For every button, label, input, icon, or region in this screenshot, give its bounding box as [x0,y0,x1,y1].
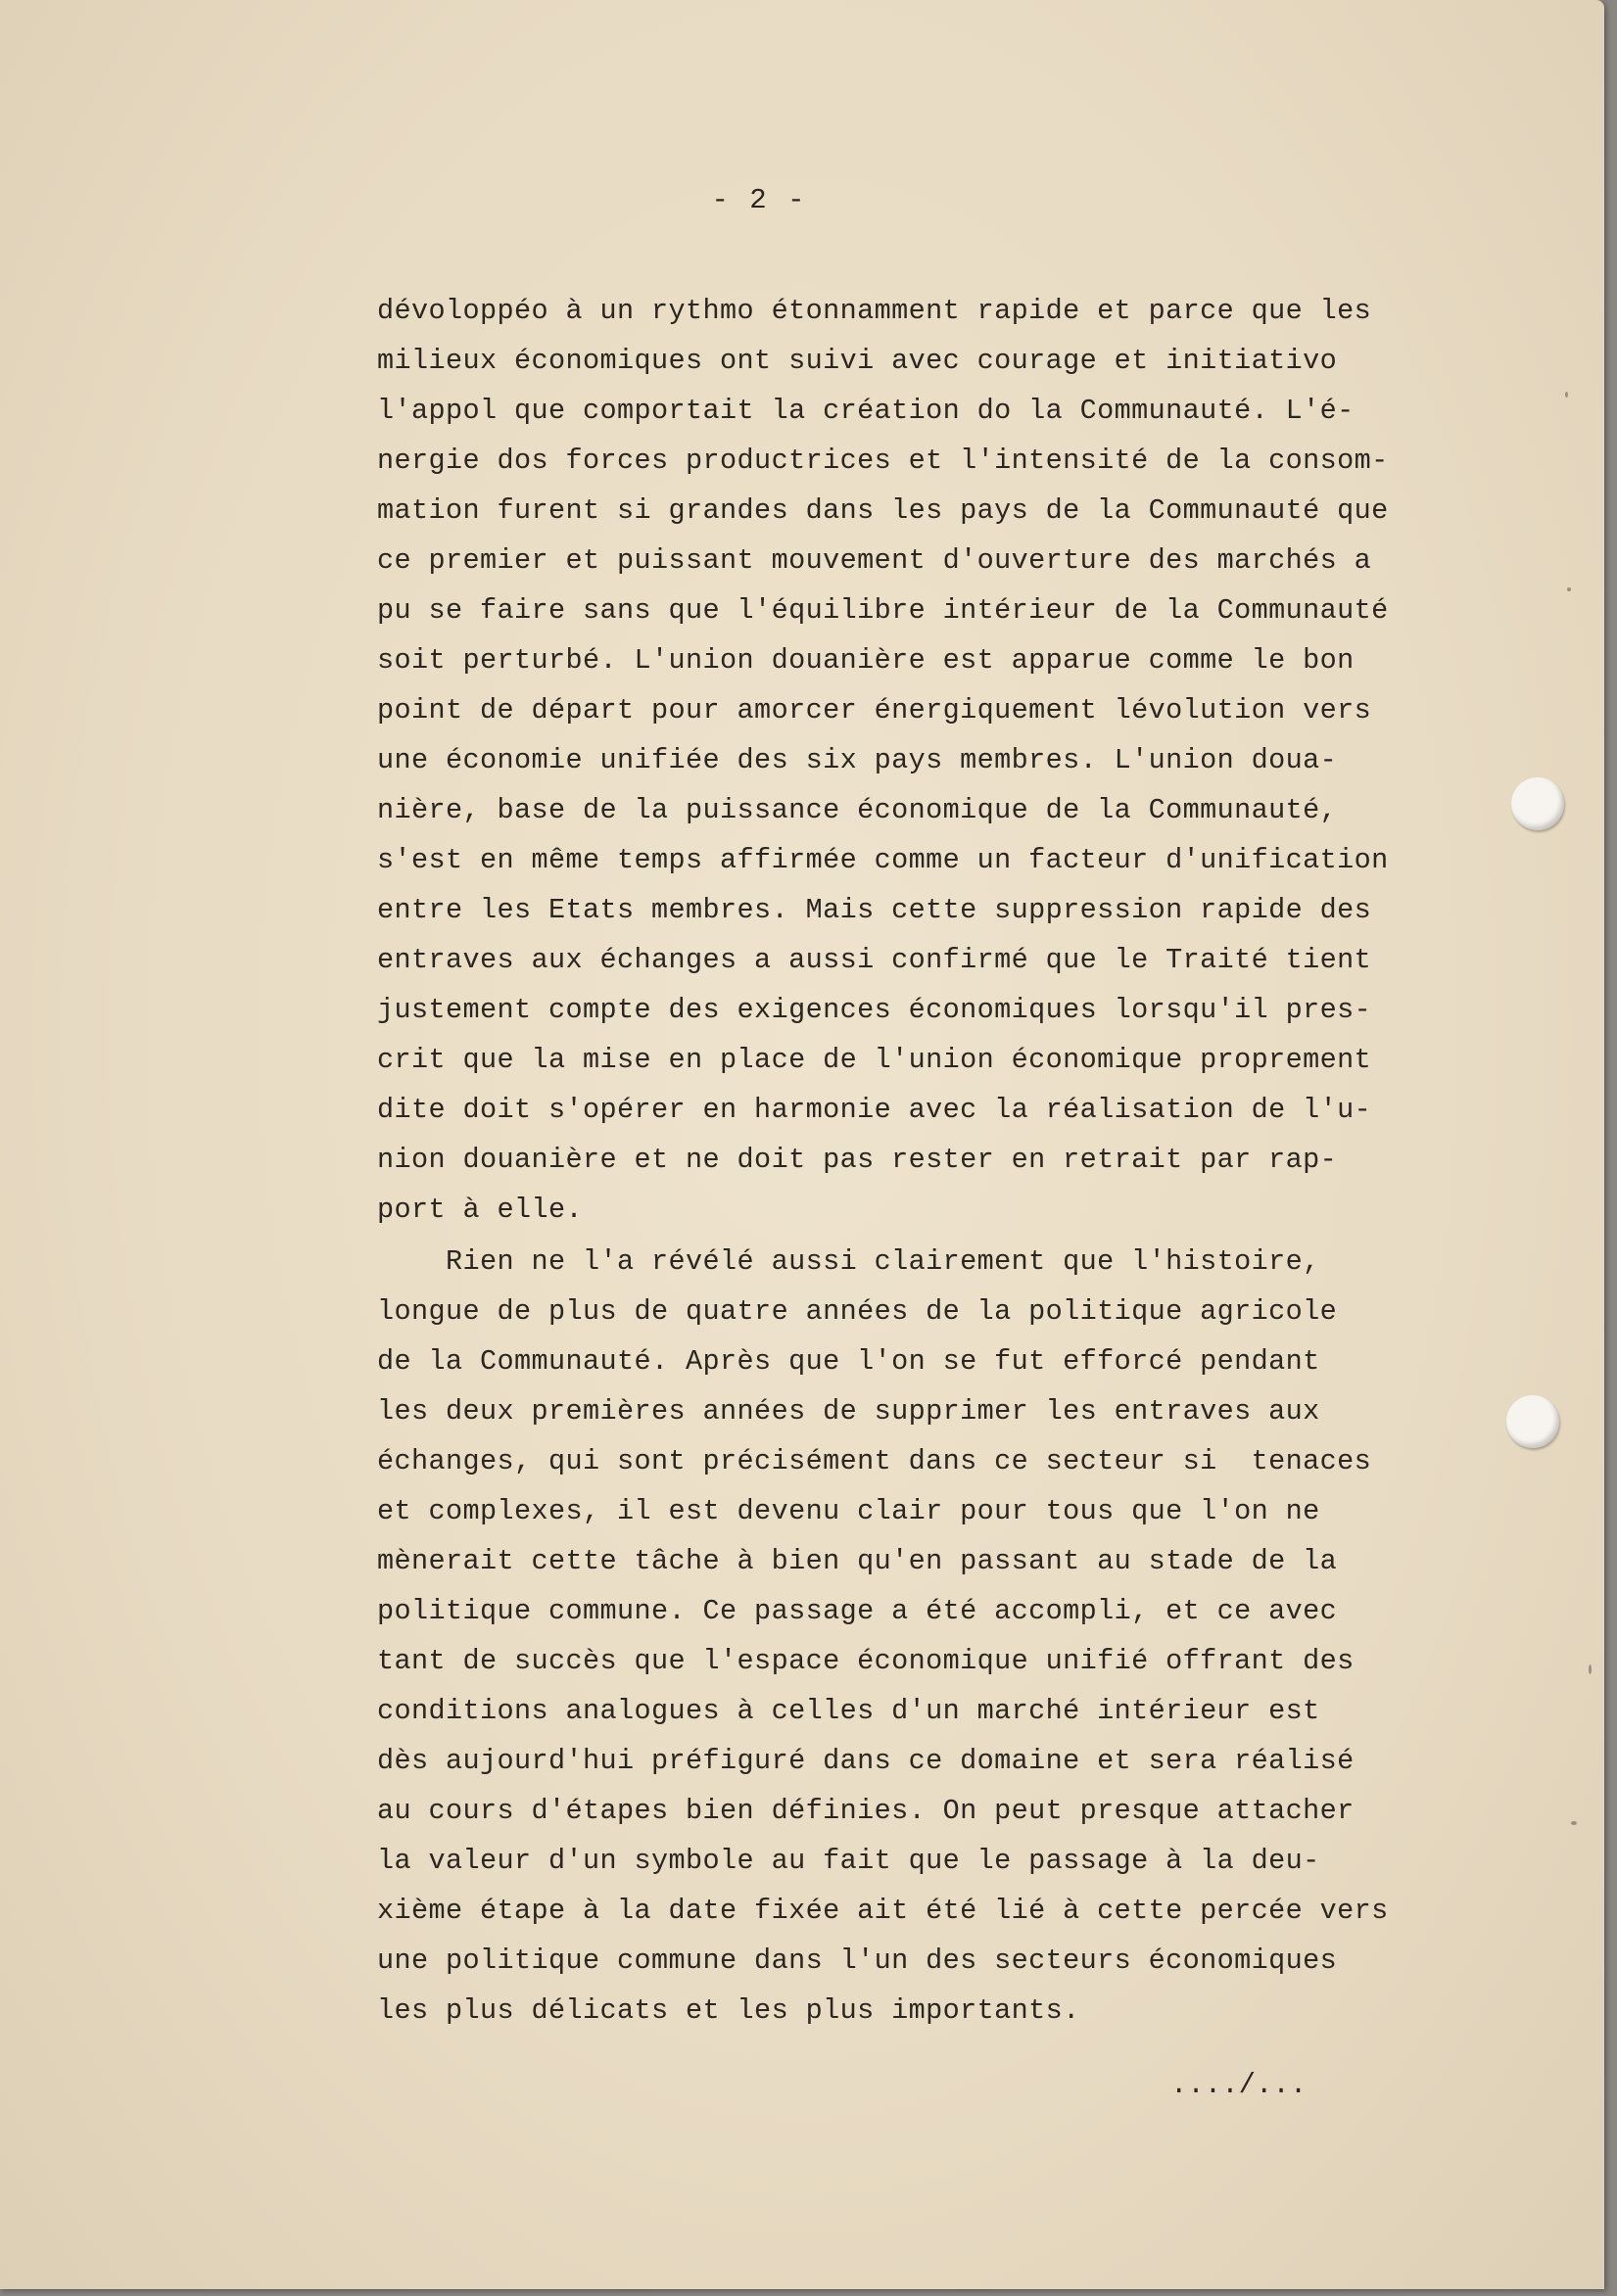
text-line: une économie unifiée des six pays membres. L'union doua- [377,744,1338,776]
text-line: nergie dos forces productrices et l'intensité de la consom- [377,445,1389,477]
paragraph-1 [377,286,1425,1235]
text-line: tant de succès que l'espace économique unifié offrant des [377,1645,1355,1677]
text-line: échanges, qui sont précisément dans ce secteur si tenaces [377,1445,1372,1477]
punch-hole-bottom [1506,1395,1559,1448]
text-line: politique commune. Ce passage a été accompli, et ce avec [377,1595,1338,1627]
text-line: s'est en même temps affirmée comme un facteur d'unification [377,844,1389,876]
punch-hole-top [1511,777,1564,830]
text-line: et complexes, il est devenu clair pour tous que l'on ne [377,1495,1320,1527]
text-line: milieux économiques ont suivi avec courage et initiativo [377,345,1338,377]
continuation-mark: ..../... [1170,2069,1308,2101]
text-line: crit que la mise en place de l'union économique proprement [377,1044,1372,1076]
text-line: nière, base de la puissance économique de la Communauté, [377,794,1338,826]
text-line: les deux premières années de supprimer les entraves aux [377,1395,1320,1428]
text-line: justement compte des exigences économiques lorsqu'il pres- [377,994,1372,1026]
text-line: pu se faire sans que l'équilibre intérieur de la Communauté [377,594,1389,627]
paper-speck [1589,1664,1592,1674]
paper-speck [1565,392,1568,398]
text-line: longue de plus de quatre années de la politique agricole [377,1295,1338,1328]
text-line: ce premier et puissant mouvement d'ouverture des marchés a [377,544,1372,577]
text-line: la valeur d'un symbole au fait que le passage à la deu- [377,1845,1320,1877]
text-line: au cours d'étapes bien définies. On peut presque attacher [377,1795,1355,1827]
text-line: point de départ pour amorcer énergiquement lévolution vers [377,694,1372,726]
text-line: nion douanière et ne doit pas rester en retrait par rap- [377,1144,1338,1176]
text-line: mation furent si grandes dans les pays de la Communauté que [377,494,1389,527]
text-line: Rien ne l'a révélé aussi clairement que l'histoire, [377,1245,1320,1278]
text-line: une politique commune dans l'un des secteurs économiques [377,1945,1338,1977]
text-line: entraves aux échanges a aussi confirmé que le Traité tient [377,944,1372,976]
text-line: soit perturbé. L'union douanière est apparue comme le bon [377,644,1355,677]
text-line: les plus délicats et les plus importants. [377,1994,1080,2027]
text-line: dite doit s'opérer en harmonie avec la réalisation de l'u- [377,1094,1372,1126]
text-line: conditions analogues à celles d'un marché intérieur est [377,1695,1320,1727]
text-line: xième étape à la date fixée ait été lié à cette percée vers [377,1895,1389,1927]
page-number: - 2 - [711,184,807,216]
text-line: dévoloppéo à un rythmo étonnamment rapide et parce que les [377,295,1372,327]
text-line: entre les Etats membres. Mais cette suppression rapide des [377,894,1372,926]
paper-speck [1571,1821,1577,1825]
paragraph-2 [377,1237,1425,2036]
text-line: l'appol que comportait la création do la Communauté. L'é- [377,395,1355,427]
text-line: dès aujourd'hui préfiguré dans ce domaine et sera réalisé [377,1745,1355,1777]
text-line: port à elle. [377,1194,584,1226]
paper-speck [1567,587,1571,591]
text-line: de la Communauté. Après que l'on se fut efforcé pendant [377,1345,1320,1378]
text-line: mènerait cette tâche à bien qu'en passant au stade de la [377,1545,1338,1577]
